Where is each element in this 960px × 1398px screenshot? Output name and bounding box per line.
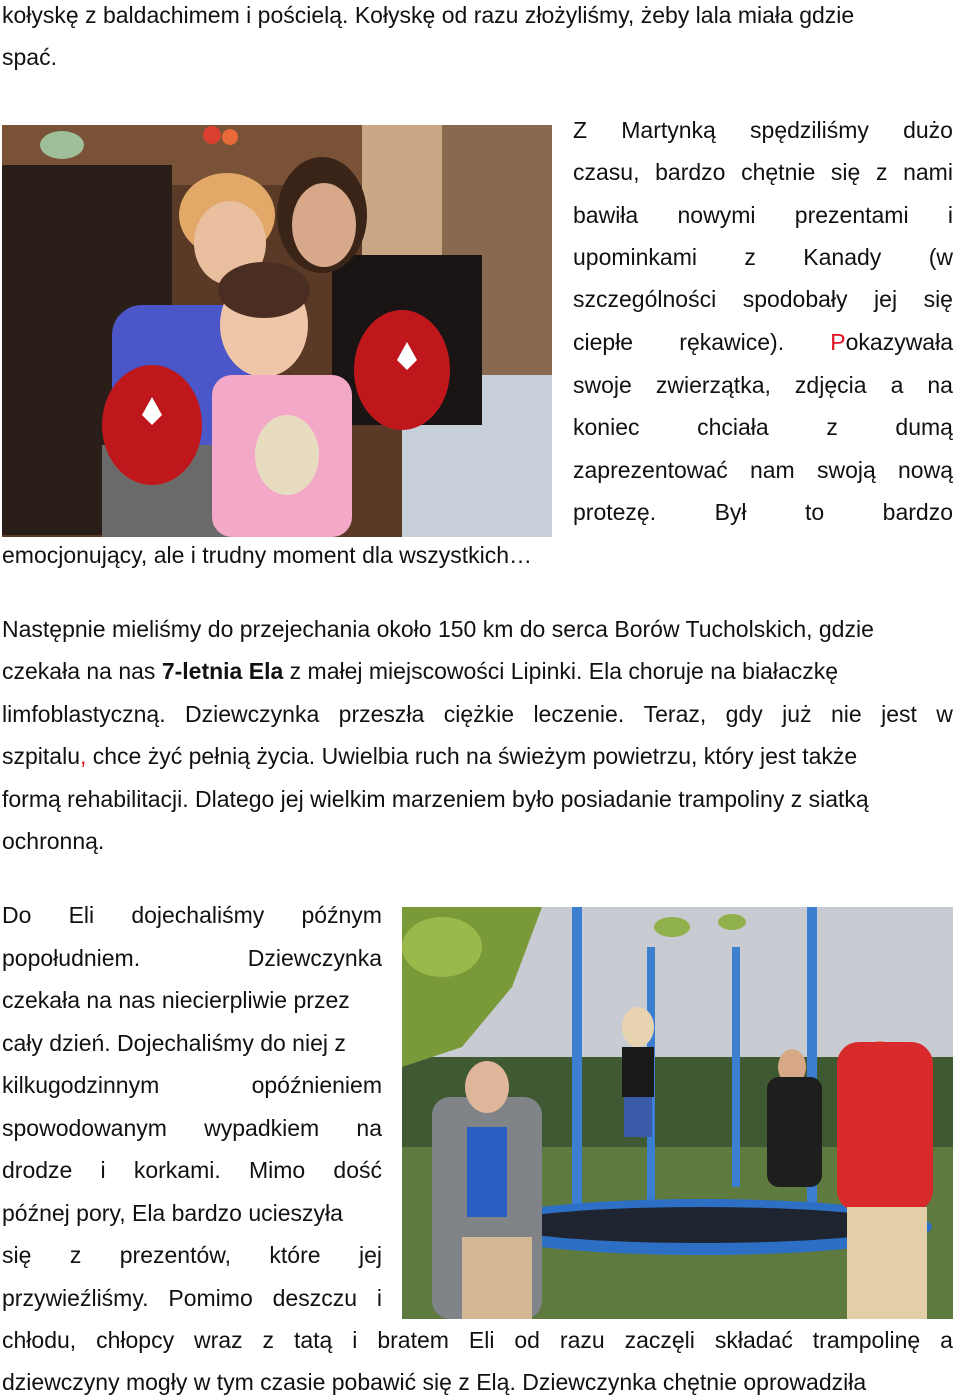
martynka-line-1: Z Martynką spędziliśmy dużo <box>573 117 953 143</box>
martynka-line-9: zaprezentować nam swoją nową <box>573 457 953 483</box>
visit-line-6: spowodowanym wypadkiem na <box>2 1115 382 1141</box>
martynka-line-3: bawiła nowymi prezentami i <box>573 202 953 228</box>
pokazywala-initial: P <box>830 329 846 355</box>
visit-line-1: Do Eli dojechaliśmy późnym <box>2 902 382 928</box>
visit-line-7: drodze i korkami. Mimo dość <box>2 1157 382 1183</box>
martynka-line-2: czasu, bardzo chętnie się z nami <box>573 159 953 185</box>
visit-line-2: popołudniem. Dziewczynka <box>2 945 382 971</box>
martynka-line-5: szczególności spodobały jej się <box>573 286 953 312</box>
family-photo-icon <box>2 125 552 537</box>
visit-line-5: kilkugodzinnym opóźnieniem <box>2 1072 382 1098</box>
martynka-line-7: swoje zwierzątka, zdjęcia a na <box>573 372 953 398</box>
visit-line-12: dziewczyny mogły w tym czasie pobawić się z Elą. Dziewczynka chętnie oprowadziła <box>2 1369 867 1395</box>
intro-line-2: spać. <box>2 44 57 70</box>
visit-line-4: cały dzień. Dojechaliśmy do niej z <box>2 1030 346 1056</box>
martynka-line-8: koniec chciała z dumą <box>573 414 953 440</box>
visit-line-9: się z prezentów, które jej <box>2 1242 382 1268</box>
martynka-line-10: protezę. Był to bardzo <box>573 499 953 525</box>
martynka-last-line: emocjonujący, ale i trudny moment dla wszystkich… <box>2 542 533 568</box>
martynka-line-4: upominkami z Kanady (w <box>573 244 953 270</box>
ela-line-6: ochronną. <box>2 828 105 854</box>
red-comma: , <box>79 743 87 769</box>
trampoline-photo-icon <box>402 907 953 1319</box>
intro-line-1: kołyskę z baldachimem i pościelą. Kołyskę od razu złożyliśmy, żeby lala miała gdzie <box>2 2 855 28</box>
visit-line-10: przywieźliśmy. Pomimo deszczu i <box>2 1285 382 1311</box>
ela-line-1: Następnie mieliśmy do przejechania około 150 km do serca Borów Tucholskich, gdzie <box>2 616 874 642</box>
ela-line-4: szpitalu, chce żyć pełnią życia. Uwielbia ruch na świeżym powietrzu, który jest także <box>2 743 858 769</box>
visit-line-8: późnej pory, Ela bardzo ucieszyła <box>2 1200 343 1226</box>
visit-line-3: czekała na nas niecierpliwie przez <box>2 987 350 1013</box>
martynka-line-6: ciepłe rękawice). Pokazywała <box>573 329 953 355</box>
ela-age-name: 7-letnia Ela <box>161 658 284 684</box>
visit-line-11: chłodu, chłopcy wraz z tatą i bratem Eli od razu zaczęli składać trampolinę a <box>2 1327 953 1353</box>
ela-line-3: limfoblastyczną. Dziewczynka przeszła ciężkie leczenie. Teraz, gdy już nie jest w <box>2 701 953 727</box>
ela-line-5: formą rehabilitacji. Dlatego jej wielkim marzeniem było posiadanie trampoliny z siatką <box>2 786 869 812</box>
ela-line-2: czekała na nas 7-letnia Ela z małej miejscowości Lipinki. Ela choruje na białaczkę <box>2 658 839 684</box>
